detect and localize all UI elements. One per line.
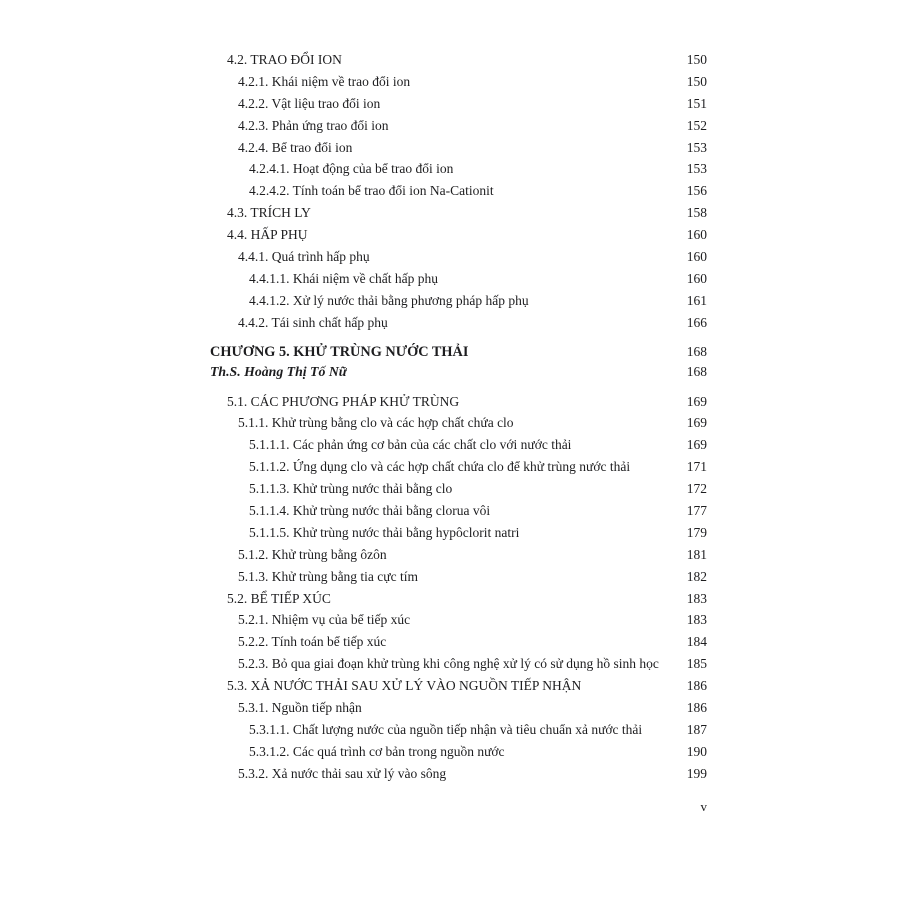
toc-entry-label: 5.1.1.4. Khử trùng nước thải bằng clorua vôi — [249, 503, 491, 519]
toc-entry — [210, 609, 707, 631]
toc-entry — [210, 566, 707, 588]
page-number-footer: v — [700, 799, 707, 814]
toc-entry — [210, 71, 707, 93]
toc-entry-label: 4.4.1.2. Xử lý nước thải bằng phương pháp hấp phụ — [249, 292, 529, 308]
toc-entry-label: 5.1.1.1. Các phản ứng cơ bản của các chất clo với nước thải — [249, 437, 572, 453]
toc-entry — [210, 522, 707, 544]
toc-entry-page-number: 172 — [686, 481, 707, 497]
toc-entry — [210, 478, 707, 500]
toc-entry — [210, 224, 707, 246]
toc-entry — [210, 49, 707, 71]
toc-entry-label: 5.3.2. Xả nước thải sau xử lý vào sông — [238, 765, 447, 781]
toc-entry-label: 4.2.4.2. Tính toán bể trao đổi ion Na-Cationit — [249, 183, 494, 199]
toc-entry-label: 4.2.4. Bể trao đổi ion — [238, 139, 353, 155]
toc-entry-page-number: 160 — [686, 270, 707, 286]
toc-entry — [210, 312, 707, 334]
toc-entry-label: CHƯƠNG 5. KHỬ TRÙNG NƯỚC THẢI — [210, 343, 469, 360]
toc-list — [210, 49, 707, 785]
toc-entry-page-number: 190 — [686, 743, 707, 759]
toc-entry-page-number: 169 — [686, 437, 707, 453]
toc-entry-page-number: 156 — [686, 183, 707, 199]
toc-entry-label: 5.1.1.5. Khử trùng nước thải bằng hypôclorit natri — [249, 524, 520, 540]
toc-entry-label: 4.4.1. Quá trình hấp phụ — [238, 249, 370, 265]
toc-entry-label: Th.S. Hoàng Thị Tố Nữ — [210, 364, 348, 380]
toc-entry-page-number: 151 — [686, 95, 707, 111]
toc-entry-label: 5.3.1. Nguồn tiếp nhận — [238, 700, 362, 716]
toc-entry-page-number: 150 — [686, 73, 707, 89]
toc-entry-label: 5.2.3. Bỏ qua giai đoạn khử trùng khi công nghệ xử lý có sử dụng hồ sinh học — [238, 656, 659, 672]
toc-entry-page-number: 166 — [686, 314, 707, 330]
toc-entry — [210, 741, 707, 763]
toc-entry-page-number: 183 — [686, 612, 707, 628]
toc-entry-page-number: 168 — [686, 364, 707, 380]
toc-entry-page-number: 186 — [686, 678, 707, 694]
toc-entry — [210, 268, 707, 290]
toc-entry — [210, 456, 707, 478]
toc-entry-page-number: 183 — [686, 590, 707, 606]
toc-entry-label: 5.2.1. Nhiệm vụ của bể tiếp xúc — [238, 612, 411, 628]
toc-entry-label: 5.2. BỂ TIẾP XÚC — [227, 590, 331, 606]
toc-entry-label: 5.3.1.1. Chất lượng nước của nguồn tiếp nhận và tiêu chuẩn xả nước thải — [249, 721, 643, 737]
toc-entry — [210, 631, 707, 653]
toc-entry-page-number: 169 — [686, 415, 707, 431]
toc-entry — [210, 412, 707, 434]
toc-entry — [210, 290, 707, 312]
toc-entry — [210, 391, 707, 413]
toc-entry — [210, 763, 707, 785]
toc-entry-label: 5.1.1.3. Khử trùng nước thải bằng clo — [249, 481, 453, 497]
toc-entry-page-number: 187 — [686, 721, 707, 737]
toc-entry-label: 4.2.2. Vật liệu trao đổi ion — [238, 95, 381, 111]
toc-entry-label: 5.1.2. Khử trùng bằng ôzôn — [238, 546, 387, 562]
toc-entry-page-number: 171 — [686, 459, 707, 475]
toc-entry — [210, 137, 707, 159]
toc-entry-page-number: 181 — [686, 546, 707, 562]
toc-entry-page-number: 186 — [686, 700, 707, 716]
toc-entry-page-number: 168 — [686, 343, 707, 359]
toc-entry-page-number: 169 — [686, 393, 707, 409]
toc-entry-page-number: 184 — [686, 634, 707, 650]
toc-entry — [210, 544, 707, 566]
toc-entry — [210, 588, 707, 610]
toc-entry-page-number: 152 — [686, 117, 707, 133]
toc-entry — [210, 697, 707, 719]
toc-entry-label: 5.1.3. Khử trùng bằng tia cực tím — [238, 568, 418, 584]
toc-entry-label: 4.4.1.1. Khái niệm về chất hấp phụ — [249, 270, 438, 286]
toc-entry-label: 4.2.4.1. Hoạt động của bể trao đổi ion — [249, 161, 454, 177]
toc-entry-page-number: 158 — [686, 205, 707, 221]
toc-entry-label: 4.4. HẤP PHỤ — [227, 227, 308, 243]
toc-entry — [210, 719, 707, 741]
toc-entry-label: 4.2.3. Phản ứng trao đổi ion — [238, 117, 389, 133]
toc-entry — [210, 246, 707, 268]
toc-entry — [210, 93, 707, 115]
toc-entry-page-number: 177 — [686, 503, 707, 519]
toc-entry-label: 5.1. CÁC PHƯƠNG PHÁP KHỬ TRÙNG — [227, 393, 460, 409]
toc-entry — [210, 434, 707, 456]
toc-entry-label: 5.3.1.2. Các quá trình cơ bản trong nguồn nước — [249, 743, 505, 759]
toc-entry-page-number: 153 — [686, 139, 707, 155]
toc-entry-page-number: 179 — [686, 524, 707, 540]
toc-entry-label: 4.3. TRÍCH LY — [227, 205, 311, 221]
toc-entry-page-number: 161 — [686, 292, 707, 308]
toc-entry-label: 5.2.2. Tính toán bể tiếp xúc — [238, 634, 387, 650]
toc-entry-label: 4.4.2. Tái sinh chất hấp phụ — [238, 314, 388, 330]
toc-entry-label: 5.3. XẢ NƯỚC THẢI SAU XỬ LÝ VÀO NGUỒN TIẾP NHẬN — [227, 678, 582, 694]
toc-entry — [210, 675, 707, 697]
toc-entry — [210, 158, 707, 180]
toc-entry-page-number: 160 — [686, 249, 707, 265]
toc-entry — [210, 180, 707, 202]
toc-entry — [210, 202, 707, 224]
toc-author-row — [210, 362, 707, 383]
toc-entry-page-number: 185 — [686, 656, 707, 672]
toc-entry-label: 5.1.1.2. Ứng dụng clo và các hợp chất chứa clo để khử trùng nước thải — [249, 459, 631, 475]
toc-entry-label: 4.2. TRAO ĐỔI ION — [227, 52, 342, 67]
toc-entry-label: 5.1.1. Khử trùng bằng clo và các hợp chất chứa clo — [238, 415, 514, 431]
toc-entry-page-number: 160 — [686, 227, 707, 243]
toc-entry — [210, 115, 707, 137]
toc-chapter-row — [210, 342, 707, 363]
toc-entry — [210, 653, 707, 675]
toc-entry-page-number: 199 — [686, 765, 707, 781]
toc-entry-label: 4.2.1. Khái niệm về trao đổi ion — [238, 73, 411, 89]
toc-entry-page-number: 150 — [686, 52, 707, 67]
toc-entry-page-number: 153 — [686, 161, 707, 177]
toc-entry-page-number: 182 — [686, 568, 707, 584]
toc-entry — [210, 500, 707, 522]
